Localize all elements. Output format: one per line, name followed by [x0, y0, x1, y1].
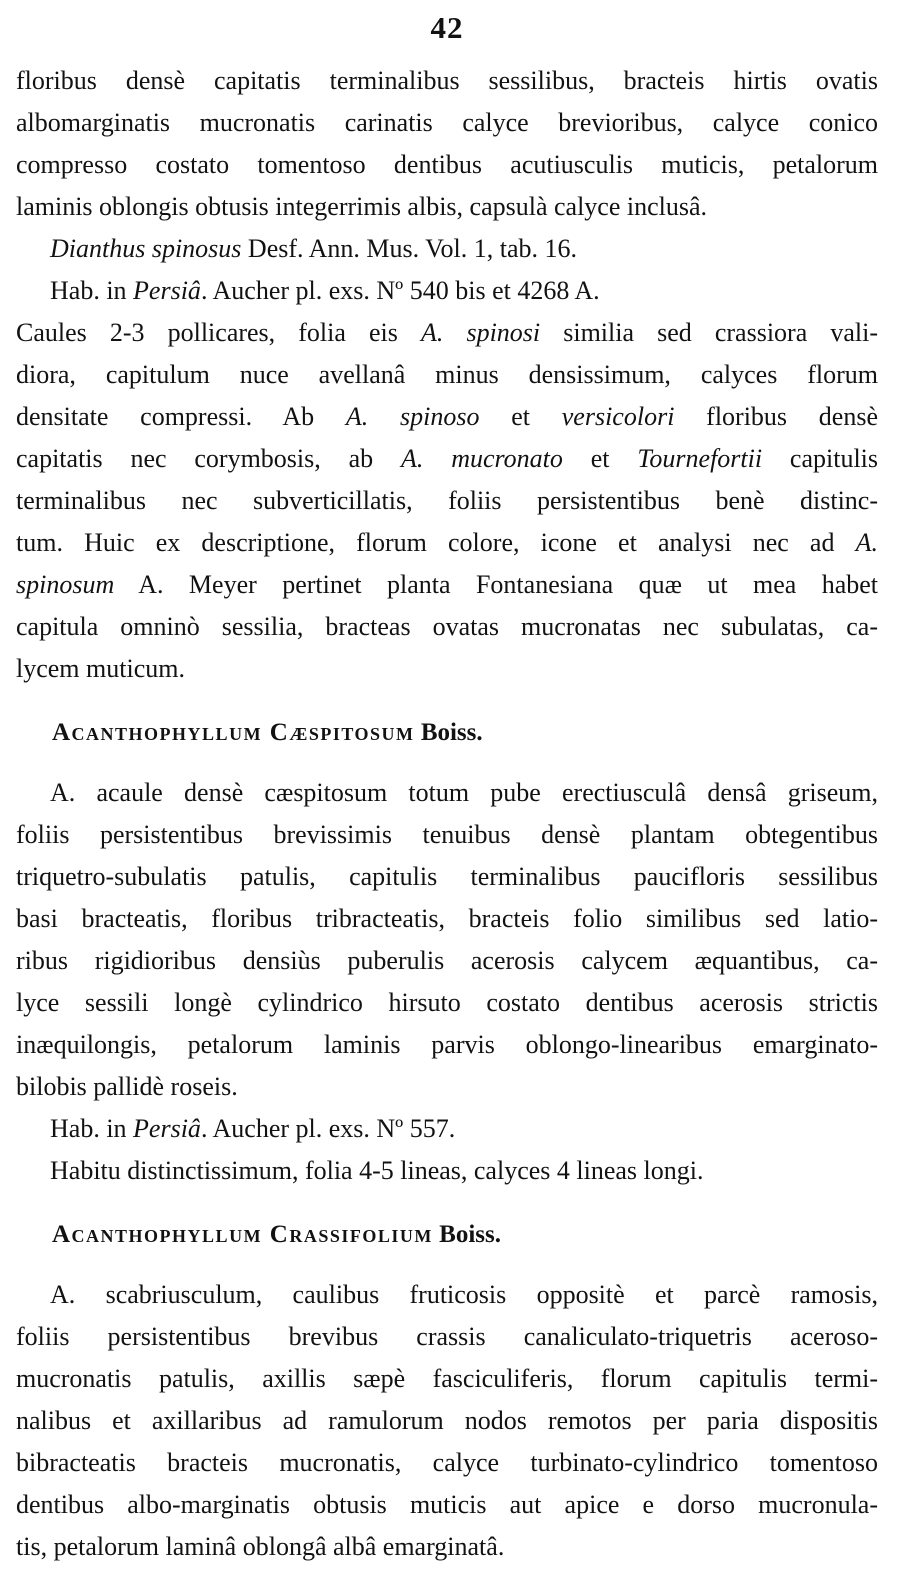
text-line — [16, 856, 878, 898]
text-segment: terminalibus nec subverticillatis, foliis persistentibus benè distinc- — [16, 486, 878, 515]
text-line — [16, 982, 878, 1024]
text-segment: foliis persistentibus brevibus crassis canaliculato-triquetris aceroso- — [16, 1322, 878, 1351]
text-line — [16, 1274, 878, 1316]
text-line — [16, 814, 878, 856]
text-segment: compresso costato tomentoso dentibus acutiusculis muticis, petalorum — [16, 150, 878, 179]
observation-line-caespitosum — [16, 1150, 878, 1192]
text-line — [16, 144, 878, 186]
text-segment: lycem muticum. — [16, 654, 185, 683]
text-segment: basi bracteatis, floribus tribracteatis, bracteis folio similibus sed latio- — [16, 904, 878, 933]
text-line — [16, 1484, 878, 1526]
text-line — [16, 1442, 878, 1484]
text-segment: A. scabriusculum, caulibus fruticosis oppositè et parcè ramosis, — [50, 1280, 878, 1309]
text-segment: A. mucronato — [400, 444, 563, 473]
text-segment: Acanthophyllum Cæspitosum — [52, 719, 415, 746]
text-segment: nalibus et axillaribus ad ramulorum nodos remotos per paria dispositis — [16, 1406, 878, 1435]
text-line — [16, 1024, 878, 1066]
text-segment: Desf. Ann. Mus. Vol. 1, tab. 16. — [241, 234, 578, 263]
text-line — [16, 438, 878, 480]
text-segment: similia sed crassiora vali- — [540, 318, 878, 347]
text-segment: foliis persistentibus brevissimis tenuibus densè plantam obtegentibus — [16, 820, 878, 849]
text-segment: Boiss. — [414, 719, 483, 746]
text-line — [16, 1358, 878, 1400]
text-segment: Persiâ — [133, 1114, 201, 1143]
text-line — [16, 60, 878, 102]
text-segment: Dianthus spinosus — [50, 234, 242, 263]
text-segment: capitatis nec corymbosis, ab — [16, 444, 401, 473]
text-segment: A. — [855, 528, 878, 557]
text-segment: Caules 2-3 pollicares, folia eis — [16, 318, 421, 347]
text-segment: Boiss. — [432, 1221, 501, 1248]
text-segment: bibracteatis bracteis mucronatis, calyce turbinato-cylindrico tomentoso — [16, 1448, 878, 1477]
text-segment: Acanthophyllum Crassifolium — [52, 1221, 433, 1248]
text-line — [16, 648, 878, 690]
text-segment: laminis oblongis obtusis integerrimis albis, capsulà calyce inclusâ. — [16, 192, 708, 221]
synonym-reference-line — [16, 228, 878, 270]
description-paragraph-crassifolium — [16, 1274, 878, 1568]
text-segment: lyce sessili longè cylindrico hirsuto costato dentibus acerosis strictis — [16, 988, 878, 1017]
text-line — [16, 564, 878, 606]
text-segment: Persiâ — [133, 276, 201, 305]
habitat-line-spinosum — [16, 270, 878, 312]
text-line — [16, 606, 878, 648]
text-line — [16, 1526, 878, 1568]
text-segment: versicolori — [561, 402, 675, 431]
text-line — [16, 312, 878, 354]
text-segment: et — [479, 402, 562, 431]
text-line — [16, 186, 878, 228]
text-segment: triquetro-subulatis patulis, capitulis terminalibus paucifloris sessilibus — [16, 862, 878, 891]
species-heading-caespitosum — [52, 712, 878, 754]
text-segment: Tournefortii — [637, 444, 763, 473]
page-number: 42 — [430, 10, 464, 45]
opening-paragraph — [16, 60, 878, 228]
text-segment: bilobis pallidè roseis. — [16, 1072, 238, 1101]
text-line — [16, 354, 878, 396]
text-segment: tis, petalorum laminâ oblongâ albâ emarginatâ. — [16, 1532, 505, 1561]
text-line — [16, 480, 878, 522]
text-line — [16, 772, 878, 814]
text-segment: Hab. in — [50, 276, 134, 305]
text-line — [16, 396, 878, 438]
text-segment: et — [562, 444, 638, 473]
text-segment: A. acaule densè cæspitosum totum pube erectiusculâ densâ griseum, — [50, 778, 878, 807]
observation-paragraph — [16, 312, 878, 690]
text-segment: A. Meyer pertinet planta Fontanesiana quæ ut mea habet — [114, 570, 878, 599]
text-line — [16, 1150, 878, 1192]
species-heading-crassifolium — [52, 1214, 878, 1256]
text-segment: floribus densè capitatis terminalibus sessilibus, bracteis hirtis ovatis — [16, 66, 878, 95]
text-line — [16, 102, 878, 144]
text-segment: . Aucher pl. exs. Nº 557. — [200, 1114, 456, 1143]
text-line — [16, 898, 878, 940]
text-line — [16, 522, 878, 564]
habitat-line-caespitosum — [16, 1108, 878, 1150]
text-line — [16, 1316, 878, 1358]
text-segment: densitate compressi. Ab — [16, 402, 346, 431]
text-segment: diora, capitulum nuce avellanâ minus densissimum, calyces florum — [16, 360, 878, 389]
text-segment: A. spinosi — [420, 318, 541, 347]
page-content — [16, 60, 878, 1568]
description-paragraph-caespitosum — [16, 772, 878, 1108]
text-line — [16, 940, 878, 982]
text-segment: A. spinoso — [345, 402, 480, 431]
text-segment: capitulis — [762, 444, 879, 473]
text-segment: tum. Huic ex descriptione, florum colore, icone et analysi nec ad — [16, 528, 856, 557]
text-segment: floribus densè — [674, 402, 878, 431]
text-segment: albomarginatis mucronatis carinatis calyce brevioribus, calyce conico — [16, 108, 878, 137]
text-segment: spinosum — [16, 570, 115, 599]
text-segment: Hab. in — [50, 1114, 134, 1143]
text-segment: capitula omninò sessilia, bracteas ovatas mucronatas nec subulatas, ca- — [16, 612, 878, 641]
text-segment: Habitu distinctissimum, folia 4-5 lineas, calyces 4 lineas longi. — [50, 1156, 704, 1185]
text-segment: ribus rigidioribus densiùs puberulis acerosis calycem æquantibus, ca- — [16, 946, 878, 975]
text-line — [16, 228, 878, 270]
text-line — [16, 1108, 878, 1150]
text-segment: . Aucher pl. exs. Nº 540 bis et 4268 A. — [200, 276, 600, 305]
text-segment: mucronatis patulis, axillis sæpè fasciculiferis, florum capitulis termi- — [16, 1364, 878, 1393]
text-line — [16, 270, 878, 312]
text-segment: dentibus albo-marginatis obtusis muticis aut apice e dorso mucronula- — [16, 1490, 878, 1519]
text-line — [16, 1400, 878, 1442]
text-segment: inæquilongis, petalorum laminis parvis oblongo-linearibus emarginato- — [16, 1030, 878, 1059]
text-line — [16, 1066, 878, 1108]
